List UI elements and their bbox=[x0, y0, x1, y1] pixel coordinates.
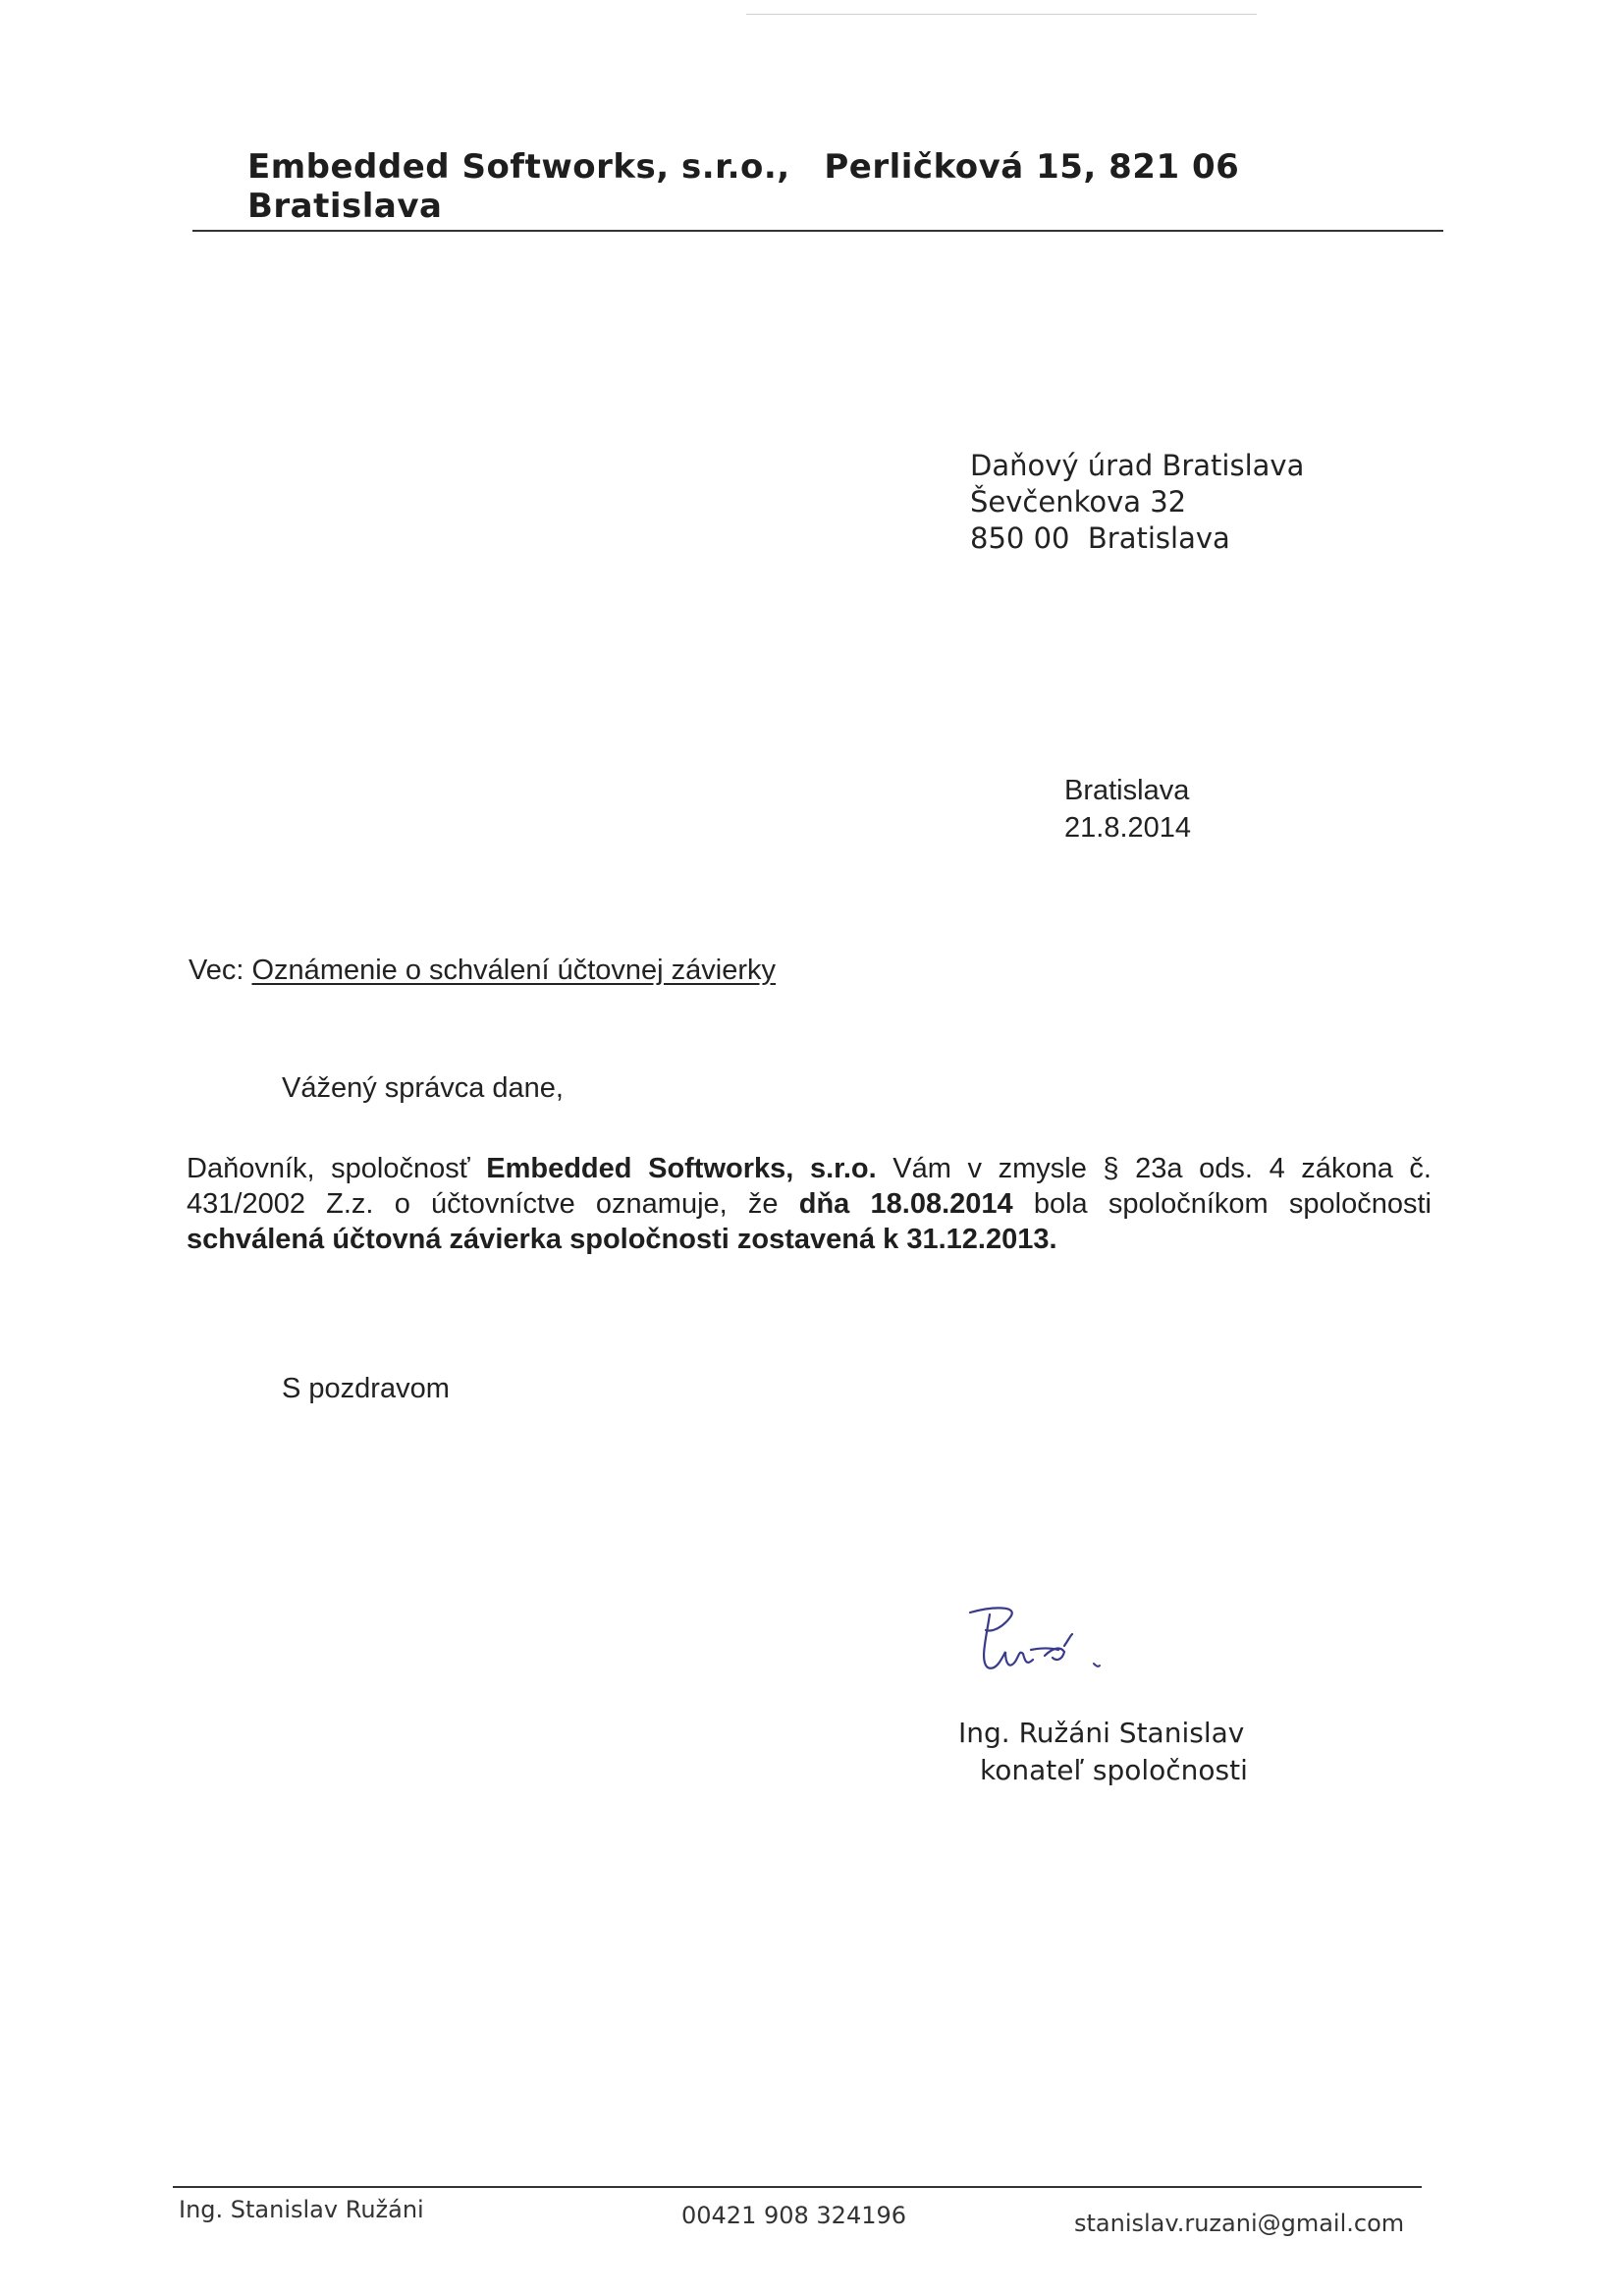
date: 21.8.2014 bbox=[1064, 812, 1192, 844]
scan-edge-line bbox=[746, 14, 1257, 15]
body-part-1: Daňovník, spoločnosť bbox=[187, 1153, 487, 1184]
footer-divider bbox=[173, 2186, 1422, 2188]
recipient-line-3: 850 00 Bratislava bbox=[970, 521, 1230, 555]
body-part-2: Vám v zmysle § 23a ods. 4 zákona č. 431/2002 Z.z. o účtovníctve oznamuje, že bbox=[187, 1153, 1432, 1220]
letterhead-city: Bratislava bbox=[247, 187, 443, 226]
footer-phone: 00421 908 324196 bbox=[681, 2202, 907, 2229]
letterhead-address: Perličková 15, 821 06 bbox=[824, 147, 1240, 187]
place: Bratislava bbox=[1064, 775, 1190, 806]
letterhead bbox=[192, 147, 1443, 232]
subject-label: Vec: bbox=[189, 955, 244, 986]
closing: S pozdravom bbox=[282, 1373, 450, 1404]
salutation: Vážený správca dane, bbox=[282, 1072, 564, 1104]
signer-name: Ing. Ružáni Stanislav bbox=[958, 1717, 1245, 1749]
signature-stroke-1 bbox=[970, 1608, 1072, 1667]
body-date: dňa 18.08.2014 bbox=[798, 1188, 1013, 1220]
body-part-3: bola spoločníkom spoločnosti bbox=[1012, 1188, 1432, 1220]
footer-email: stanislav.ruzani@gmail.com bbox=[1074, 2210, 1405, 2237]
signature-image bbox=[962, 1591, 1217, 1699]
body-approval: schválená účtovná závierka spoločnosti zostavená k 31.12.2013. bbox=[187, 1224, 1057, 1255]
letterhead-company: Embedded Softworks, s.r.o., bbox=[247, 147, 790, 187]
subject-line bbox=[189, 955, 776, 987]
place-date bbox=[1064, 772, 1191, 847]
recipient-address bbox=[970, 448, 1304, 557]
signer-block bbox=[958, 1715, 1248, 1789]
subject-text: Oznámenie o schválení účtovnej závierky bbox=[251, 955, 777, 986]
signer-role: konateľ spoločnosti bbox=[980, 1754, 1248, 1786]
body-paragraph bbox=[187, 1151, 1432, 1257]
footer-name: Ing. Stanislav Ružáni bbox=[179, 2196, 424, 2223]
recipient-line-2: Ševčenkova 32 bbox=[970, 485, 1187, 519]
recipient-line-1: Daňový úrad Bratislava bbox=[970, 449, 1305, 482]
body-company: Embedded Softworks, s.r.o. bbox=[486, 1153, 877, 1184]
signature-stroke-2 bbox=[1094, 1664, 1100, 1667]
